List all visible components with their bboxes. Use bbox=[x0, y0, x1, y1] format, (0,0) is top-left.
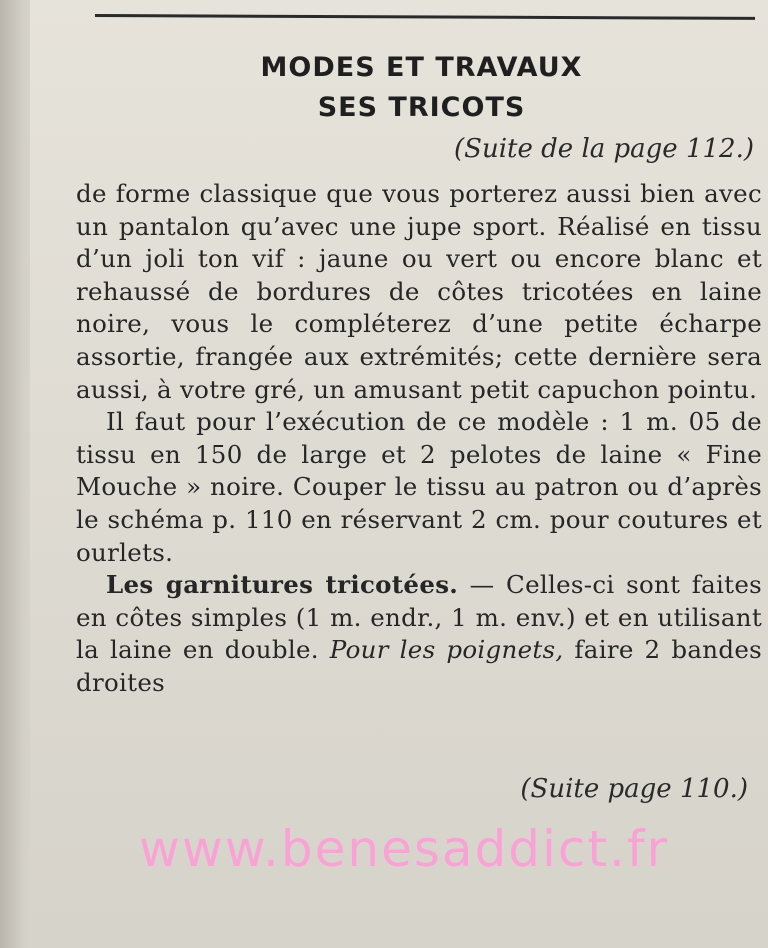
paragraph-materials: Il faut pour l’exécution de ce modèle : 1 m. 05 de tissu en 150 de large et 2 pelotes de laine « Fine Mouche » noire. Couper le tissu au patron ou d’après le schéma p. 110 en réservant 2 cm. pour coutures et ourlets. bbox=[76, 407, 762, 567]
trimmings-end: faire 2 bandes droites bbox=[76, 635, 762, 697]
continued-from-note: (Suite de la page 112.) bbox=[454, 134, 754, 164]
section-title: MODES ET TRAVAUX bbox=[260, 52, 583, 83]
watermark: www.benesaddict.fr bbox=[138, 820, 670, 878]
continued-to-note: (Suite page 110.) bbox=[520, 774, 748, 804]
paragraph-intro: de forme classique que vous porterez aussi bien avec un pantalon qu’avec une jupe sport. Réalisé en tissu d’un joli ton vif : jaune ou vert ou encore blanc et rehaussé de bordures de côtes tricotées en laine noire, vous le compléterez d’une petite écharpe assortie, frangée aux extrémités; cette dernière sera aussi, à votre gré, un amusant petit capuchon pointu. bbox=[76, 179, 762, 404]
paragraph-trimmings bbox=[76, 569, 762, 699]
section-subtitle: SES TRICOTS bbox=[317, 92, 526, 123]
trimmings-heading: Les garnitures tricotées. bbox=[106, 570, 459, 600]
article-body bbox=[76, 178, 762, 700]
trimmings-text: — Celles-ci sont faites en côtes simples (1 m. endr., 1 m. env.) et en utilisant la laine en double. bbox=[76, 570, 762, 665]
cuffs-label: Pour les poignets, bbox=[329, 635, 564, 665]
